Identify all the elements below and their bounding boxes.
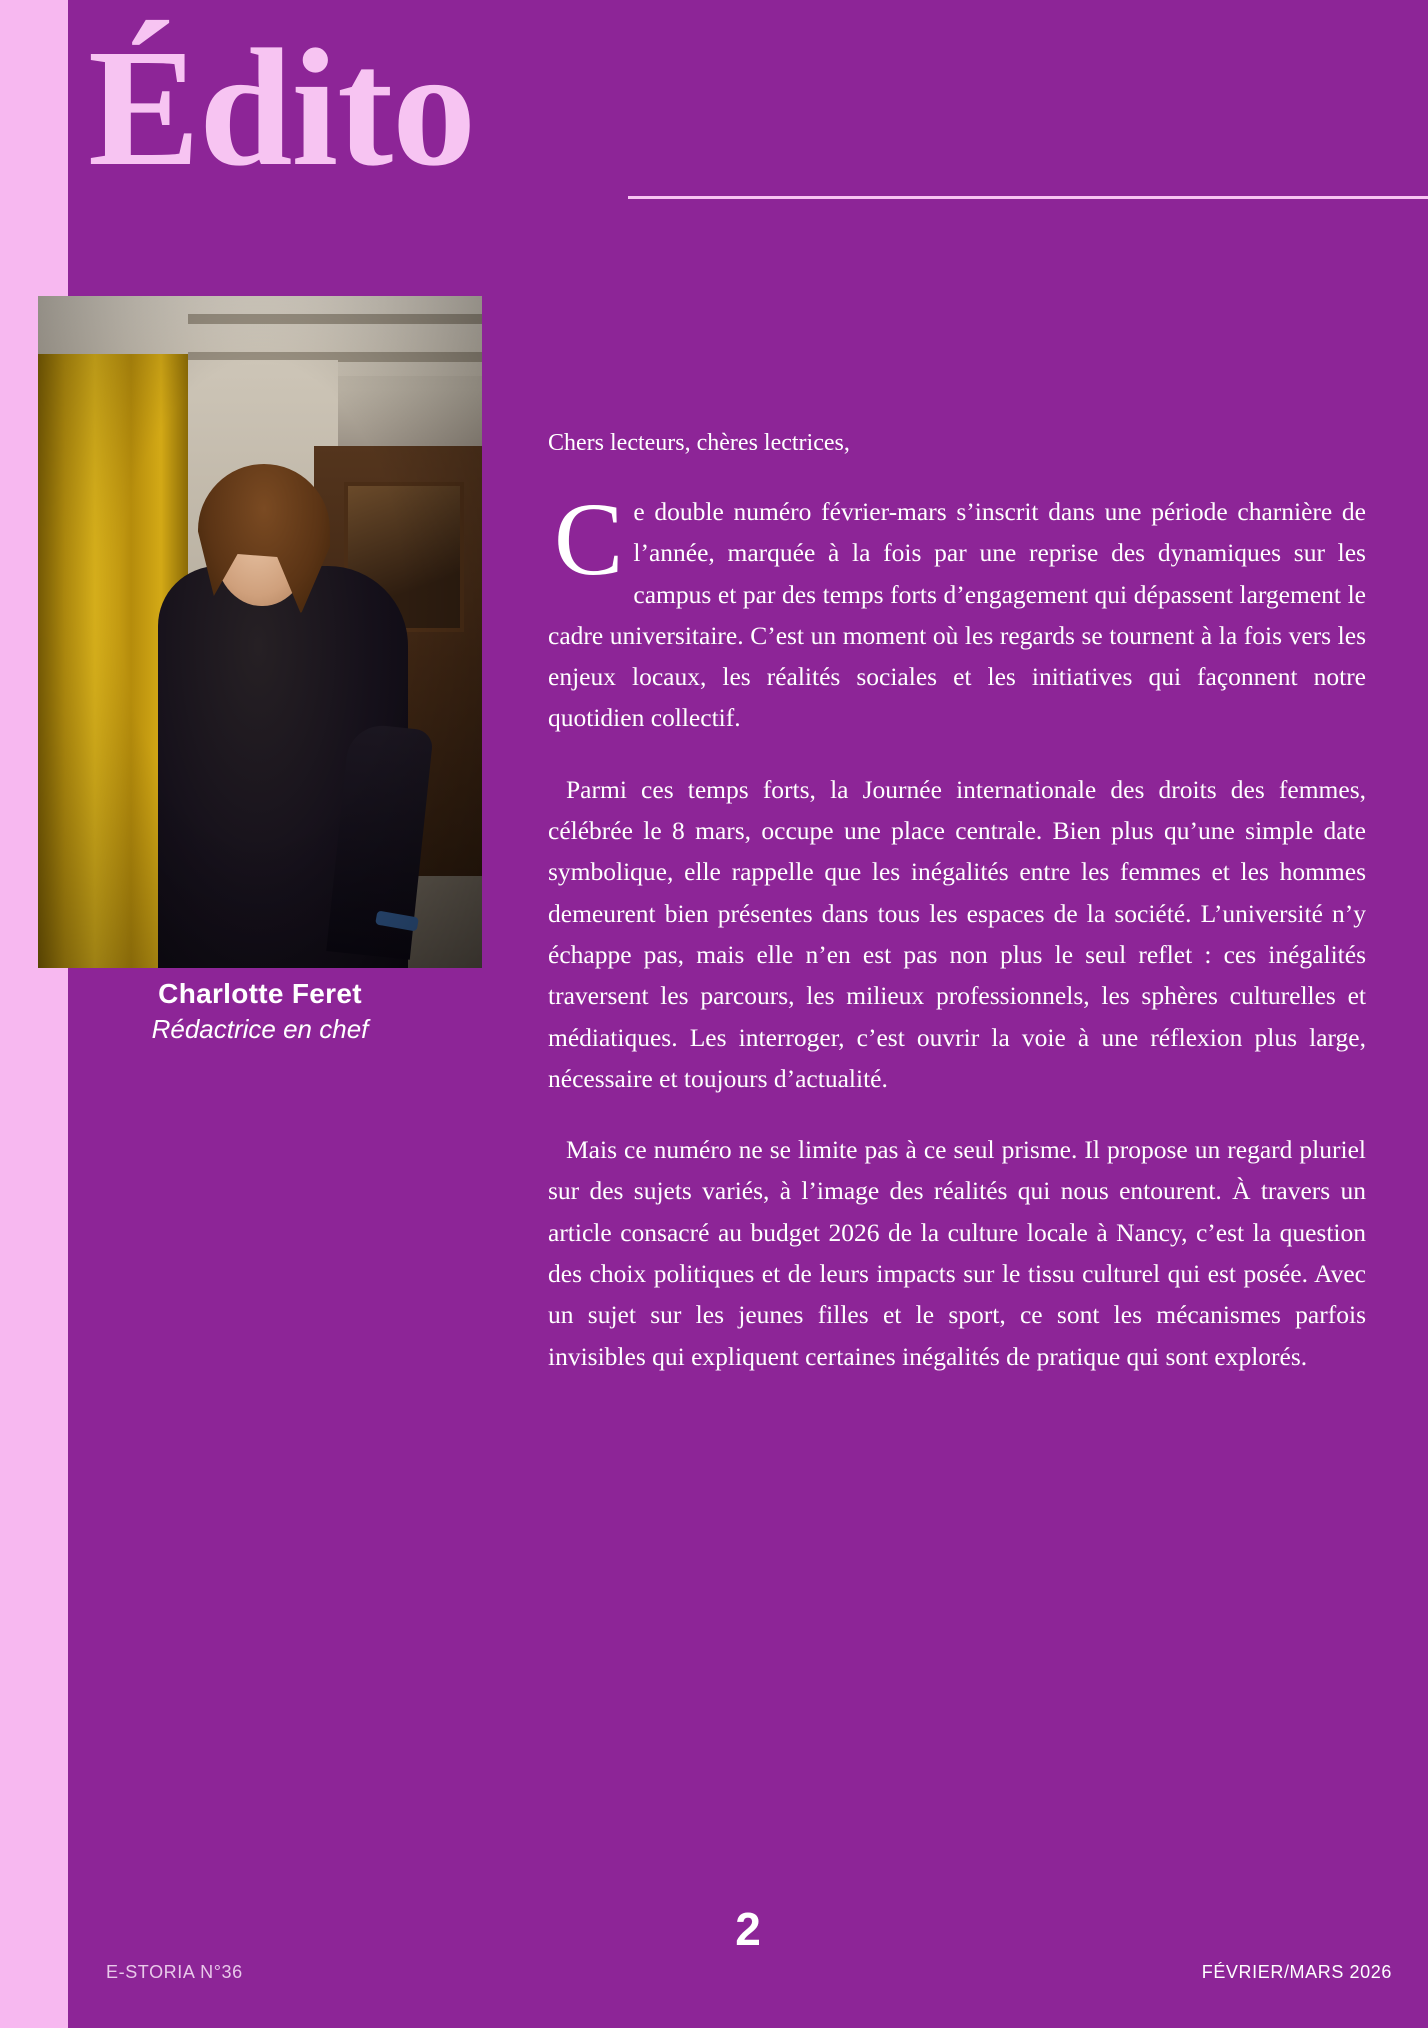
title-rule	[628, 196, 1428, 199]
paragraph-1	[548, 482, 1366, 739]
editorial-text	[548, 430, 1366, 1407]
drop-cap: C	[554, 482, 624, 597]
caption-role: Rédactrice en chef	[151, 1014, 369, 1044]
paragraph-1-text: e double numéro février-mars s’inscrit dans une période charnière de l’année, marquée à la fois par une reprise des dynamiques sur les campus et par des temps forts d’engagement qui dépassent largement le cadre universitaire. C’est un moment où les regards se tournent à la fois vers les enjeux locaux, les réalités sociales et les initiatives qui façonnent notre quotidien collectif.	[548, 497, 1366, 733]
footer-date: FÉVRIER/MARS 2026	[1201, 1962, 1392, 1982]
page-header	[68, 0, 1428, 272]
content-panel	[68, 0, 1428, 2028]
photo-frame	[38, 296, 482, 968]
caption-name: Charlotte Feret	[158, 978, 362, 1009]
photo-vignette	[38, 296, 482, 968]
salutation: Chers lecteurs, chères lectrices,	[548, 430, 850, 456]
paragraph-2: Parmi ces temps forts, la Journée internationale des droits des femmes, célébrée le 8 mars, occupe une place centrale. Bien plus qu’une simple date symbolique, elle rappelle que les inégalités entre les femmes et les hommes demeurent bien présentes dans tous les espaces de la société. L’université n’y échappe pas, mais elle n’en est pas non plus le seul reflet : ces inégalités traversent les parcours, les milieux professionnels, les sphères culturelles et médiatiques. Les interroger, c’est ouvrir la voie à une réflexion plus large, nécessaire et toujours d’actualité.	[548, 774, 1366, 1093]
paragraph-3: Mais ce numéro ne se limite pas à ce seul prisme. Il propose un regard pluriel sur des sujets variés, à l’image des réalités qui nous entourent. À travers un article consacré au budget 2026 de la culture locale à Nancy, c’est la question des choix politiques et de leurs impacts sur le tissu culturel qui est posée. Avec un sujet sur les jeunes filles et le sport, ce sont les mécanismes parfois invisibles qui expliquent certaines inégalités de pratique qui sont explorés.	[548, 1135, 1366, 1371]
page-number: 2	[735, 1903, 761, 1955]
editor-photo	[38, 296, 482, 968]
page-title: Édito	[88, 15, 476, 201]
photo-caption	[38, 978, 482, 1045]
footer-issue: E-STORIA N°36	[106, 1962, 243, 1982]
